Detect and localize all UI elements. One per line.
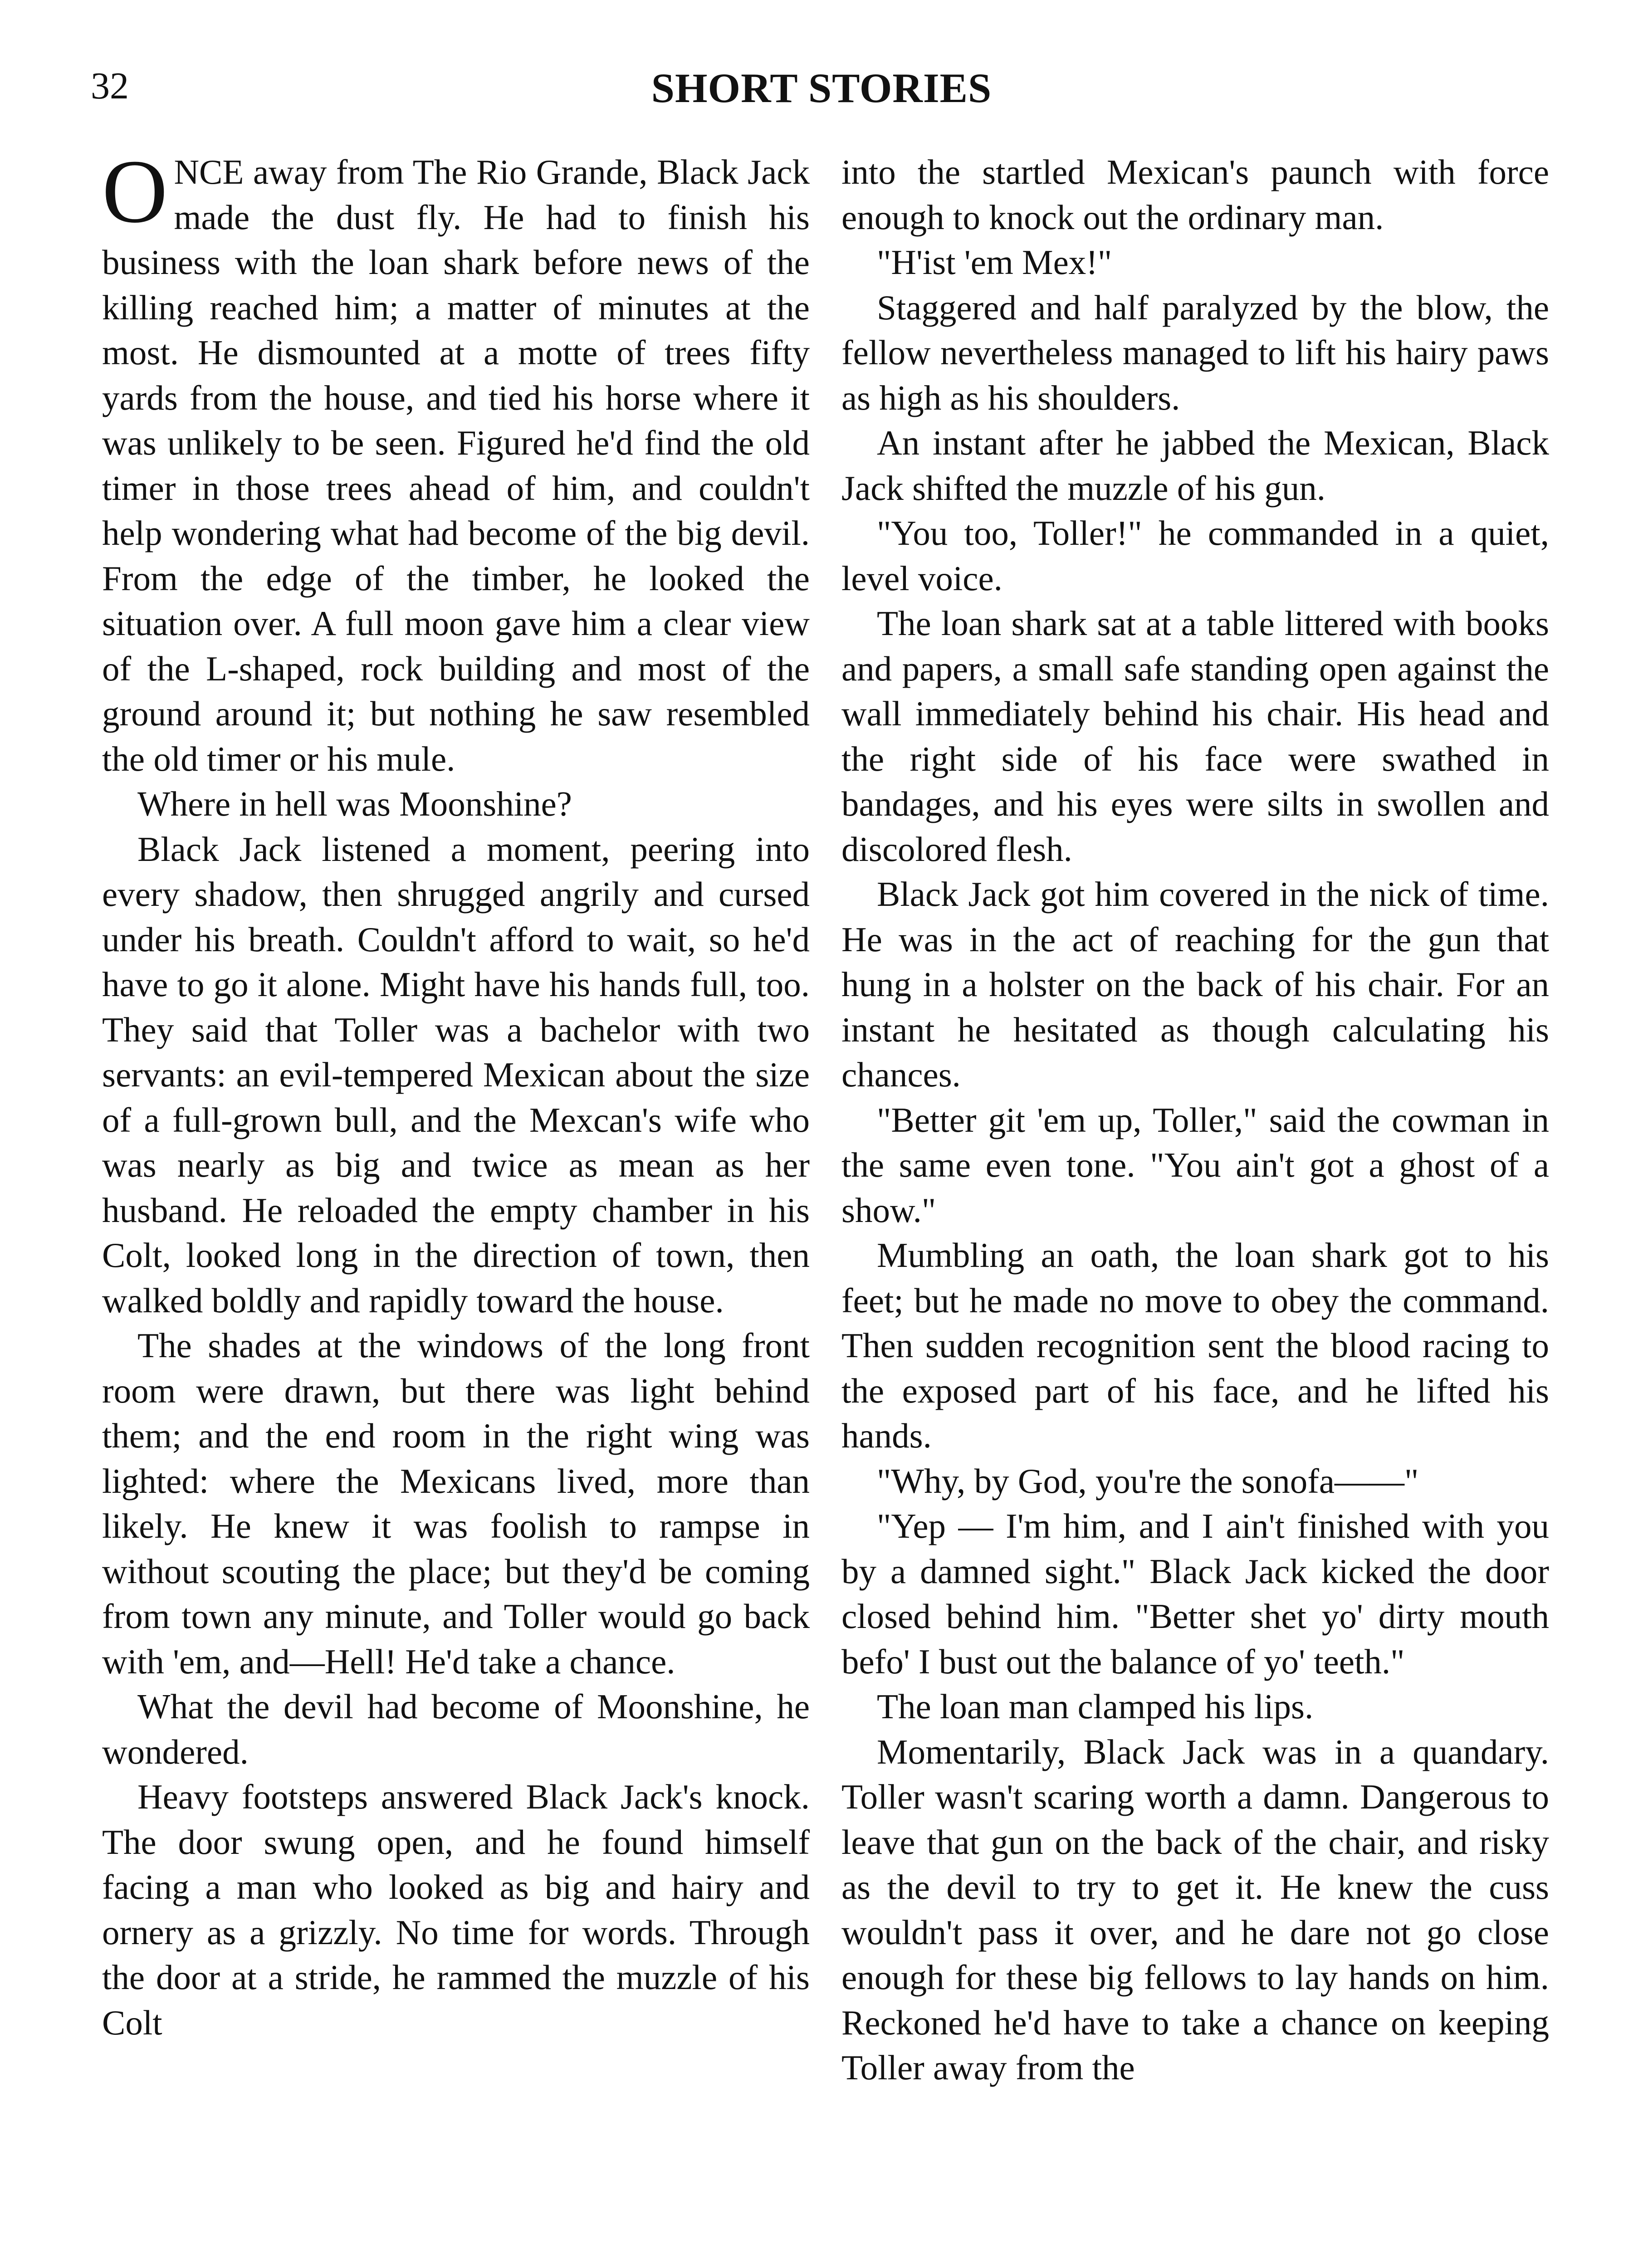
opening-paragraph — [102, 142, 810, 782]
page-number: 32 — [91, 65, 129, 107]
opening-text: away from The Rio Grande, Black Jack made the dust fly. He had to finish his business with the loan shark before news of the killing reached him; a matter of minutes at the most. He dismounted at a motte of trees fifty yards from the house, and tied his horse where it was unlikely to be seen. Figured he'd find the old timer in those trees ahead of him, and couldn't help wondering what had become of the big devil. From the edge of the timber, he looked the situation over. A full moon gave him a clear view of the L-shaped, rock building and most of the ground around it; but nothing he saw resembled the old timer or his mule. — [102, 152, 810, 778]
paragraph: Mumbling an oath, the loan shark got to his feet; but he made no move to obey the command. Then sudden recognition sent the blood racing to the exposed part of his face, and he lifted his hands. — [841, 1236, 1549, 1455]
paragraph: The loan shark sat at a table littered with books and papers, a small safe standing open against the wall immediately behind his chair. His head and the right side of his face were swathed in bandages, and his eyes were silts in swollen and discolored flesh. — [841, 604, 1549, 869]
paragraph: "Better git 'em up, Toller," said the cowman in the same even tone. "You ain't got a ghost of a show." — [841, 1100, 1549, 1230]
paragraph: "You too, Toller!" he commanded in a quiet, level voice. — [841, 513, 1549, 598]
paragraph: Black Jack listened a moment, peering into every shadow, then shrugged angrily and cursed under his breath. Couldn't afford to wait, so he'd have to go it alone. Might have his hands full, too. They said that Toller was a bachelor with two servants: an evil-tempered Mexican about the size of a full-grown bull, and the Mexcan's wife who was nearly as big and twice as mean as her husband. He reloaded the empty chamber in his Colt, looked long in the direction of town, then walked boldly and rapidly toward the house. — [102, 829, 810, 1320]
left-column — [102, 142, 810, 2045]
paragraph: Where in hell was Moonshine? — [137, 784, 572, 823]
paragraph: An instant after he jabbed the Mexican, Black Jack shifted the muzzle of his gun. — [841, 423, 1549, 508]
opening-caps: NCE — [174, 152, 244, 191]
paragraph: Momentarily, Black Jack was in a quandary. Toller wasn't scaring worth a damn. Dangerous to leave that gun on the back of the chair, and risky as the devil to try to get it. He knew the cuss wouldn't pass it over, and he dare not go close enough for these big fellows to lay hands on him. Reckoned he'd have to take a chance on keeping Toller away from the — [841, 1732, 1549, 2087]
paragraph: What the devil had become of Moonshine, he wondered. — [102, 1687, 810, 1771]
drop-cap: O — [102, 142, 168, 242]
paragraph: The loan man clamped his lips. — [877, 1687, 1314, 1726]
running-title: SHORT STORIES — [651, 65, 992, 111]
right-column — [841, 150, 1549, 2091]
paragraph: The shades at the windows of the long front room were drawn, but there was light behind them; and the end room in the right wing was lighted: where the Mexicans lived, more than likely. He knew it was foolish to rampse in without scouting the place; but they'd be coming from town any minute, and Toller would go back with 'em, and—Hell! He'd take a chance. — [102, 1326, 810, 1681]
paragraph: "Yep — I'm him, and I ain't finished with you by a damned sight." Black Jack kicked the door closed behind him. "Better shet yo' dirty mouth befo' I bust out the balance of yo' teeth." — [841, 1506, 1549, 1681]
paragraph: "Why, by God, you're the sonofa——" — [877, 1461, 1419, 1501]
paragraph: Staggered and half paralyzed by the blow, the fellow nevertheless managed to lift his hairy paws as high as his shoulders. — [841, 288, 1549, 417]
paragraph: Black Jack got him covered in the nick of time. He was in the act of reaching for the gun that hung in a holster on the back of his chair. For an instant he hesitated as though calculating his chances. — [841, 875, 1549, 1094]
continuation-paragraph: into the startled Mexican's paunch with force enough to knock out the ordinary man. — [841, 152, 1549, 237]
paragraph: Heavy footsteps answered Black Jack's knock. The door swung open, and he found himself facing a man who looked as big and hairy and ornery as a grizzly. No time for words. Through the door at a stride, he rammed the muzzle of his Colt — [102, 1777, 810, 2042]
paragraph: "H'ist 'em Mex!" — [877, 243, 1112, 282]
